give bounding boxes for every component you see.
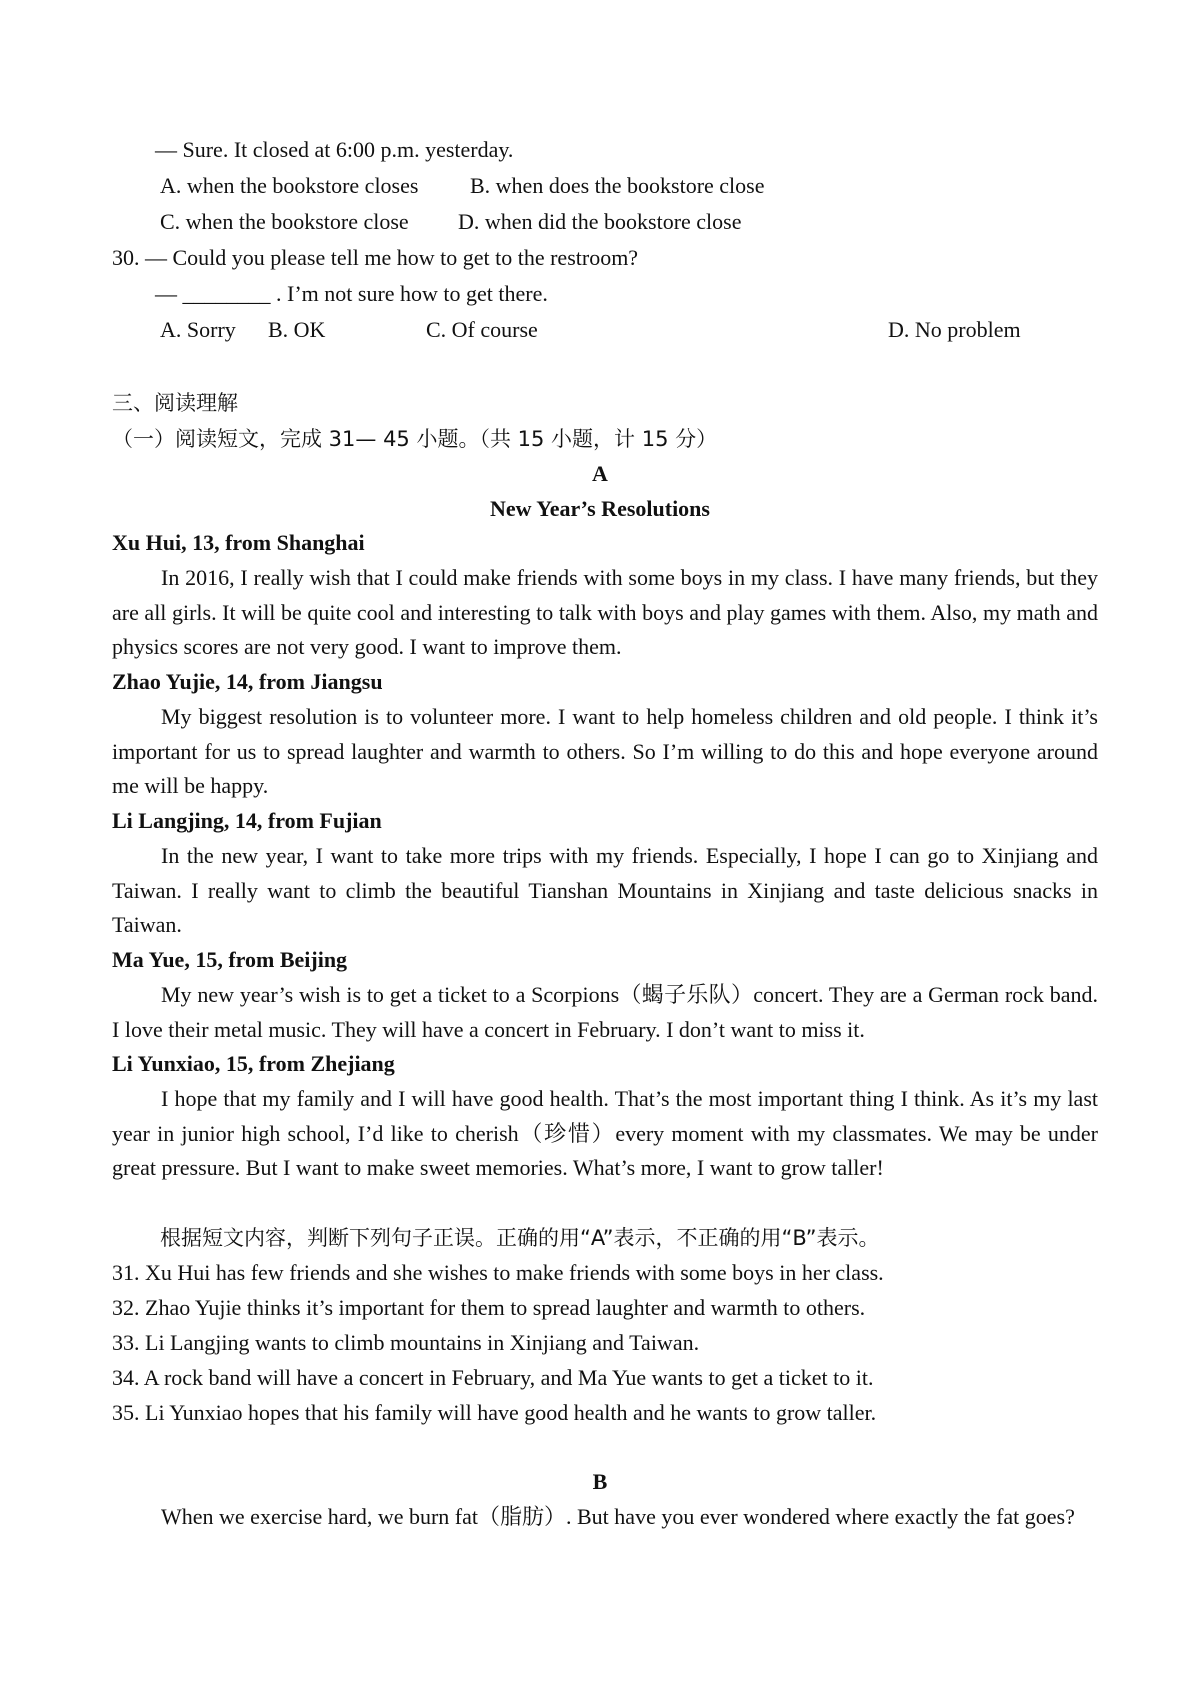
q30-answer-line: — ________ . I’m not sure how to get there.	[155, 281, 548, 306]
section-subheading: （一）阅读短文，完成 31— 45 小题。（共 15 小题，计 15 分）	[112, 427, 718, 451]
q30-question: 30. — Could you please tell me how to get to the restroom?	[112, 245, 639, 270]
section-heading: 三、阅读理解	[112, 391, 238, 415]
entry-text: I hope that my family and I will have good health. That’s the most important thing I think. As it’s my last year in junior high school, I’d like to cherish（珍惜）every moment with my classmates. We may be under great pressure. But I want to make sweet memories. What’s more, I want to grow taller!	[112, 1086, 1098, 1181]
passage-a-title: New Year’s Resolutions	[490, 496, 710, 521]
statement-33: 33. Li Langjing wants to climb mountains in Xinjiang and Taiwan.	[112, 1330, 700, 1355]
q29-option-b: B. when does the bookstore close	[470, 173, 765, 198]
passage-a-letter: A	[592, 461, 608, 486]
q29-option-a: A. when the bookstore closes	[160, 173, 419, 198]
passage-b-letter: B	[592, 1469, 608, 1494]
statement-31: 31. Xu Hui has few friends and she wishes to make friends with some boys in her class.	[112, 1260, 884, 1285]
q29-option-d: D. when did the bookstore close	[458, 209, 742, 234]
q30-option-b: B. OK	[268, 317, 326, 342]
statement-34: 34. A rock band will have a concert in February, and Ma Yue wants to get a ticket to it.	[112, 1365, 874, 1390]
entry-name: Ma Yue, 15, from Beijing	[112, 947, 348, 972]
entry-text: In 2016, I really wish that I could make friends with some boys in my class. I have many friends, but they are all girls. It will be quite cool and interesting to talk with boys and play games with them. Also, my math and physics scores are not very good. I want to improve them.	[112, 565, 1098, 660]
entry-name: Zhao Yujie, 14, from Jiangsu	[112, 669, 383, 694]
q30-option-a: A. Sorry	[160, 317, 236, 342]
statement-32: 32. Zhao Yujie thinks it’s important for them to spread laughter and warmth to others.	[112, 1295, 866, 1320]
q29-option-c: C. when the bookstore close	[160, 209, 409, 234]
entry-name: Li Yunxiao, 15, from Zhejiang	[112, 1051, 395, 1076]
entry-text: My biggest resolution is to volunteer more. I want to help homeless children and old people. I think it’s important for us to spread laughter and warmth to others. So I’m willing to do this and hope everyone around me will be happy.	[112, 704, 1098, 799]
q29-answer-line: — Sure. It closed at 6:00 p.m. yesterday.	[155, 137, 514, 162]
entry-text: My new year’s wish is to get a ticket to a Scorpions（蝎子乐队）concert. They are a German rock band. I love their metal music. They will have a concert in February. I don’t want to miss it.	[112, 982, 1098, 1042]
statement-35: 35. Li Yunxiao hopes that his family will have good health and he wants to grow taller.	[112, 1400, 877, 1425]
q30-option-c: C. Of course	[426, 317, 538, 342]
passage-b-text: When we exercise hard, we burn fat（脂肪）. But have you ever wondered where exactly the fat goes?	[161, 1504, 1075, 1529]
judgement-instruction: 根据短文内容，判断下列句子正误。正确的用“A”表示，不正确的用“B”表示。	[160, 1226, 880, 1250]
entry-name: Xu Hui, 13, from Shanghai	[112, 530, 365, 555]
entry-name: Li Langjing, 14, from Fujian	[112, 808, 382, 833]
q30-option-d: D. No problem	[888, 317, 1021, 342]
entry-text: In the new year, I want to take more trips with my friends. Especially, I hope I can go to Xinjiang and Taiwan. I really want to climb the beautiful Tianshan Mountains in Xinjiang and taste delicious snacks in Taiwan.	[112, 843, 1098, 938]
